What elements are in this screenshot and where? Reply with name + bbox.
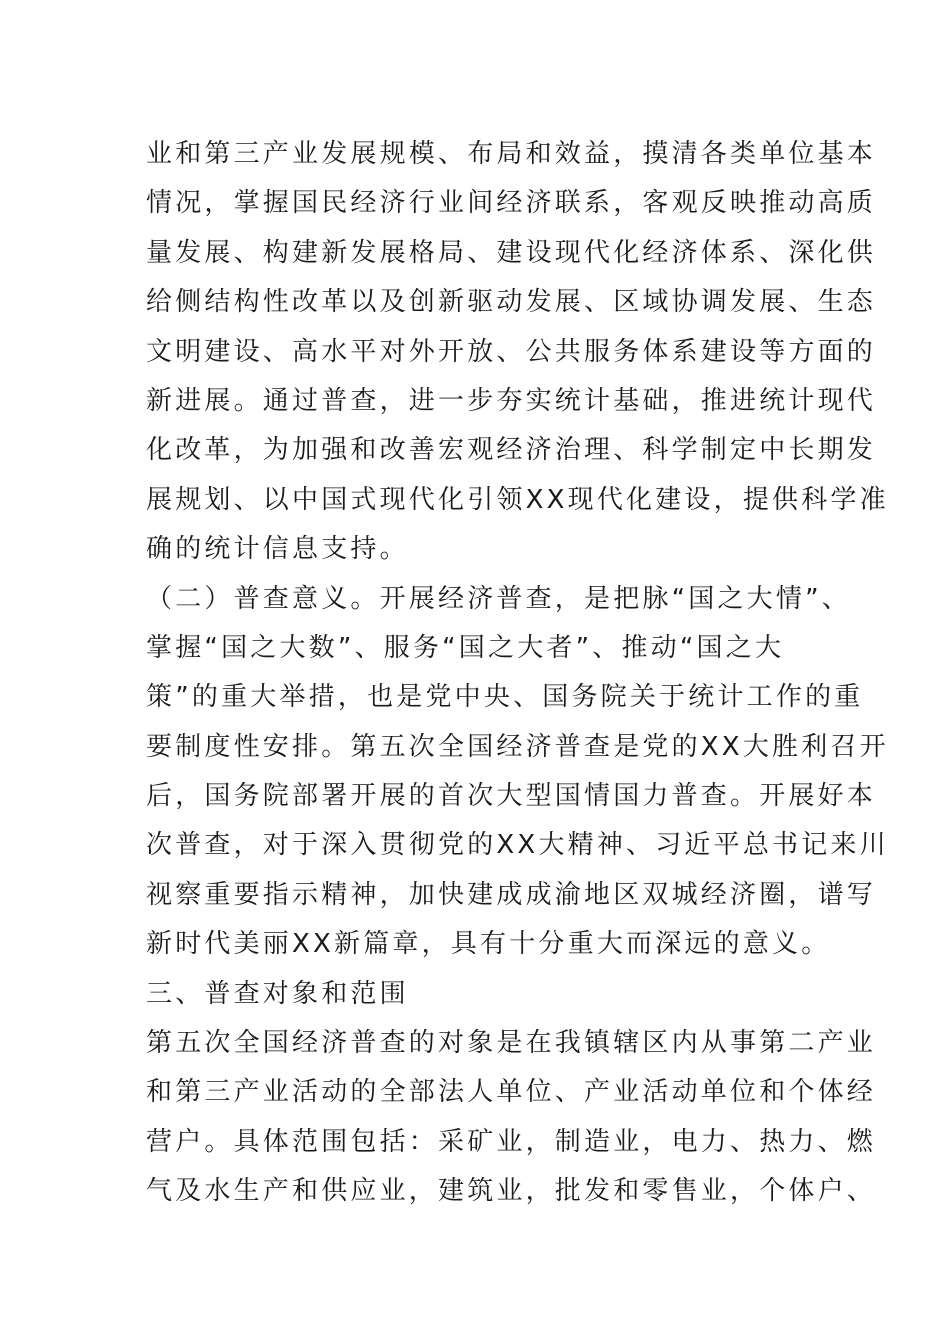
text-line: 情况，掌握国民经济行业间经济联系，客观反映推动高质: [146, 188, 877, 219]
text-line: 后，国务院部署开展的首次大型国情国力普查。开展好本: [146, 781, 877, 812]
text-line: 视察重要指示精神，加快建成成渝地区双城经济圈，谱写: [146, 879, 877, 910]
text-line: 次普查，对于深入贯彻党的XX大精神、习近平总书记来川: [146, 830, 889, 861]
section-heading-significance: （二）普查意义。开展经济普查，是把脉“国之大情”、: [146, 583, 851, 614]
text-line: 营户。具体范围包括：采矿业，制造业，电力、热力、燃: [146, 1126, 877, 1157]
text-line: 确的统计信息支持。: [146, 534, 409, 565]
text-line: 和第三产业活动的全部法人单位、产业活动单位和个体经: [146, 1077, 877, 1108]
text-line: 给侧结构性改革以及创新驱动发展、区域协调发展、生态: [146, 287, 877, 318]
text-line: 策”的重大举措，也是党中央、国务院关于统计工作的重: [146, 682, 864, 713]
document-body: [146, 130, 889, 1217]
text-line: 展规划、以中国式现代化引领XX现代化建设，提供科学准: [146, 484, 889, 515]
text-line: 掌握“国之大数”、服务“国之大者”、推动“国之大: [146, 632, 785, 663]
text-line: 业和第三产业发展规模、布局和效益，摸清各类单位基本: [146, 139, 877, 169]
text-line: 新时代美丽XX新篇章，具有十分重大而深远的意义。: [146, 929, 831, 960]
text-line: 化改革，为加强和改善宏观经济治理、科学制定中长期发: [146, 435, 877, 466]
text-line: 新进展。通过普查，进一步夯实统计基础，推进统计现代: [146, 385, 877, 416]
text-line: 要制度性安排。第五次全国经济普查是党的XX大胜利召开: [146, 731, 889, 762]
text-line: 气及水生产和供应业，建筑业，批发和零售业，个体户、: [146, 1176, 877, 1207]
section-heading-scope: 三、普查对象和范围: [146, 978, 409, 1009]
text-line: 第五次全国经济普查的对象是在我镇辖区内从事第二产业: [146, 1028, 877, 1059]
text-line: 文明建设、高水平对外开放、公共服务体系建设等方面的: [146, 336, 877, 367]
text-line: 量发展、构建新发展格局、建设现代化经济体系、深化供: [146, 237, 877, 268]
